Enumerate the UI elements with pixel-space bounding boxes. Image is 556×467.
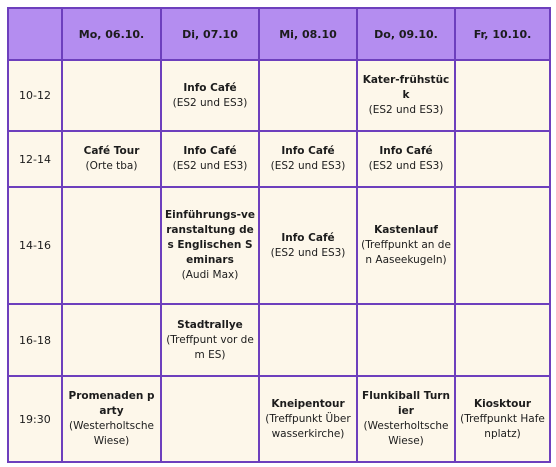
event-cell: [161, 304, 259, 376]
time-slot: 10-12: [8, 60, 62, 131]
event-title: Info Café: [183, 81, 237, 94]
event-cell: [357, 131, 455, 187]
event-cell: [259, 131, 357, 187]
event-title: Kastenlauf: [374, 224, 438, 236]
event-cell: [357, 187, 455, 304]
time-slot: 16-18: [8, 304, 62, 376]
event-location: (Westerholtsche Wiese): [69, 420, 154, 447]
schedule-cell-empty: [259, 304, 357, 376]
event-location: (Westerholtsche Wiese): [363, 420, 449, 447]
schedule-cell-empty: [357, 304, 455, 376]
event-location: (ES2 und ES3): [172, 160, 248, 172]
schedule-cell-empty: [455, 131, 550, 187]
event-title: Info Café: [379, 145, 433, 157]
event-title: Kiosktour: [473, 397, 532, 410]
schedule-cell-empty: [455, 187, 550, 304]
event-cell: [357, 376, 455, 462]
event-location: (ES2 und ES3): [368, 104, 444, 116]
event-location: (ES2 und ES3): [270, 160, 346, 172]
event-cell: [259, 376, 357, 462]
day-header-monday: Mo, 06.10.: [62, 8, 161, 60]
table-row: [8, 304, 550, 376]
time-slot: 12-14: [8, 131, 62, 187]
schedule-cell-empty: [259, 60, 357, 131]
schedule-cell-empty: [62, 187, 161, 304]
event-location: (ES2 und ES3): [270, 246, 346, 259]
day-header-wednesday: Mi, 08.10: [259, 8, 357, 60]
event-location: (ES2 und ES3): [368, 160, 444, 172]
event-title: Info Café: [281, 231, 335, 244]
event-cell: [161, 187, 259, 304]
event-location: (Treffpunkt Überwasserkirche): [265, 412, 351, 440]
day-header-thursday: Do, 09.10.: [357, 8, 455, 60]
schedule-cell-empty: [455, 60, 550, 131]
event-title: Kater-frühstück: [362, 74, 450, 101]
event-location: (Treffpunt vor dem ES): [166, 333, 254, 361]
event-location: (Orte tba): [85, 160, 138, 172]
event-cell: [259, 187, 357, 304]
event-title: Flunkiball Turnier: [362, 390, 450, 417]
event-title: Info Café: [281, 145, 335, 157]
event-location: (Audi Max): [181, 269, 239, 281]
event-cell: [62, 131, 161, 187]
schedule-cell-empty: [62, 304, 161, 376]
event-cell: [161, 60, 259, 131]
event-location: (Treffpunkt an den Aaseekugeln): [361, 239, 451, 266]
event-cell: [161, 131, 259, 187]
event-title: Info Café: [183, 145, 237, 157]
table-row: [8, 131, 550, 187]
schedule-header: [8, 8, 550, 60]
event-title: Einführungs-veranstaltung des Englischen Seminars: [165, 209, 255, 266]
event-cell: [357, 60, 455, 131]
schedule-cell-empty: [62, 60, 161, 131]
table-row: [8, 187, 550, 304]
day-header-friday: Fr, 10.10.: [455, 8, 550, 60]
event-title: Café Tour: [83, 145, 140, 157]
event-title: Stadtrallye: [177, 318, 243, 331]
time-slot: 19:30: [8, 376, 62, 462]
schedule-body: [8, 60, 550, 462]
corner-cell: [8, 8, 62, 60]
day-header-tuesday: Di, 07.10: [161, 8, 259, 60]
event-cell: [455, 376, 550, 462]
event-cell: [62, 376, 161, 462]
table-row: [8, 60, 550, 131]
schedule-cell-empty: [455, 304, 550, 376]
event-title: Kneipentour: [271, 397, 345, 410]
header-row: [8, 8, 550, 60]
time-slot: 14-16: [8, 187, 62, 304]
schedule-table: [7, 7, 551, 463]
event-location: (ES2 und ES3): [172, 96, 248, 109]
event-location: (Treffpunkt Hafenplatz): [460, 412, 545, 440]
event-title: Promenaden party: [68, 390, 155, 417]
table-row: [8, 376, 550, 462]
schedule-cell-empty: [161, 376, 259, 462]
